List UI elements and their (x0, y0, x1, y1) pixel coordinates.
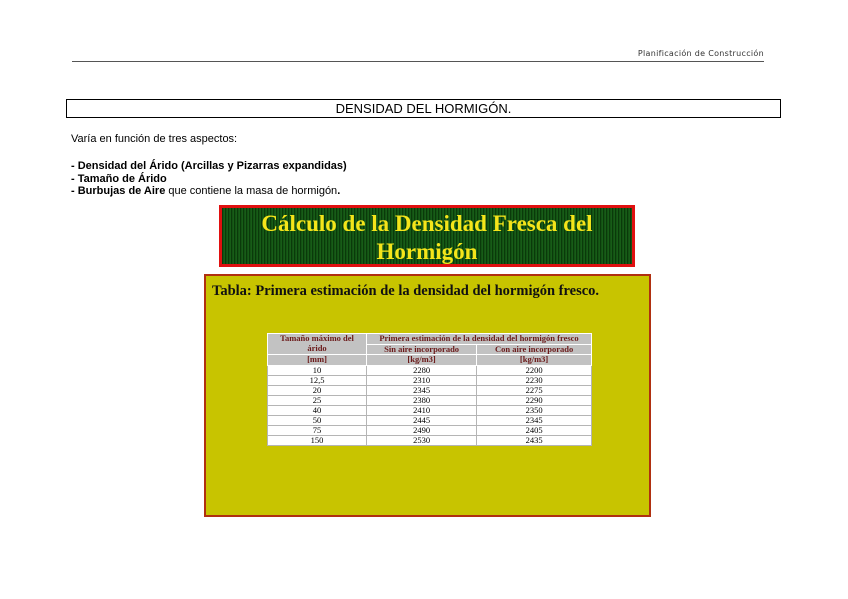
table-row: 50 2445 2345 (268, 415, 592, 425)
table-row: 40 2410 2350 (268, 405, 592, 415)
col-size-unit: [mm] (268, 355, 367, 366)
table-row: 75 2490 2405 (268, 425, 592, 435)
header-rule (72, 61, 764, 62)
col-with-air-header: Con aire incorporado (477, 344, 592, 355)
running-header: Planificación de Construcción (637, 49, 764, 58)
intro-text: Varía en función de tres aspectos: (71, 133, 238, 145)
list-item: - Burbujas de Aire que contiene la masa de hormigón. (71, 185, 341, 197)
section-title: DENSIDAD DEL HORMIGÓN. (66, 99, 781, 118)
table-row: 20 2345 2275 (268, 385, 592, 395)
list-item: - Densidad del Árido (Arcillas y Pizarras expandidas) (71, 160, 347, 172)
banner-line: Cálculo de la Densidad Fresca del (261, 211, 593, 236)
group-header: Primera estimación de la densidad del hormigón fresco (367, 334, 592, 345)
table-caption: Tabla: Primera estimación de la densidad del hormigón fresco. (212, 283, 600, 299)
density-table (267, 333, 592, 446)
col-no-air-unit: [kg/m3] (367, 355, 477, 366)
table-row: 12,5 2310 2230 (268, 375, 592, 385)
banner-line: Hormigón (376, 239, 478, 264)
table-row: 150 2530 2435 (268, 435, 592, 445)
table-row: 10 2280 2200 (268, 365, 592, 375)
aspect-list (71, 160, 347, 198)
col-no-air-header: Sin aire incorporado (367, 344, 477, 355)
banner-title (219, 205, 635, 267)
list-item: - Tamaño de Árido (71, 172, 167, 185)
table-row: 25 2380 2290 (268, 395, 592, 405)
col-size-header: Tamaño máximo del árido (268, 334, 367, 355)
col-with-air-unit: [kg/m3] (477, 355, 592, 366)
table-panel (204, 274, 651, 517)
